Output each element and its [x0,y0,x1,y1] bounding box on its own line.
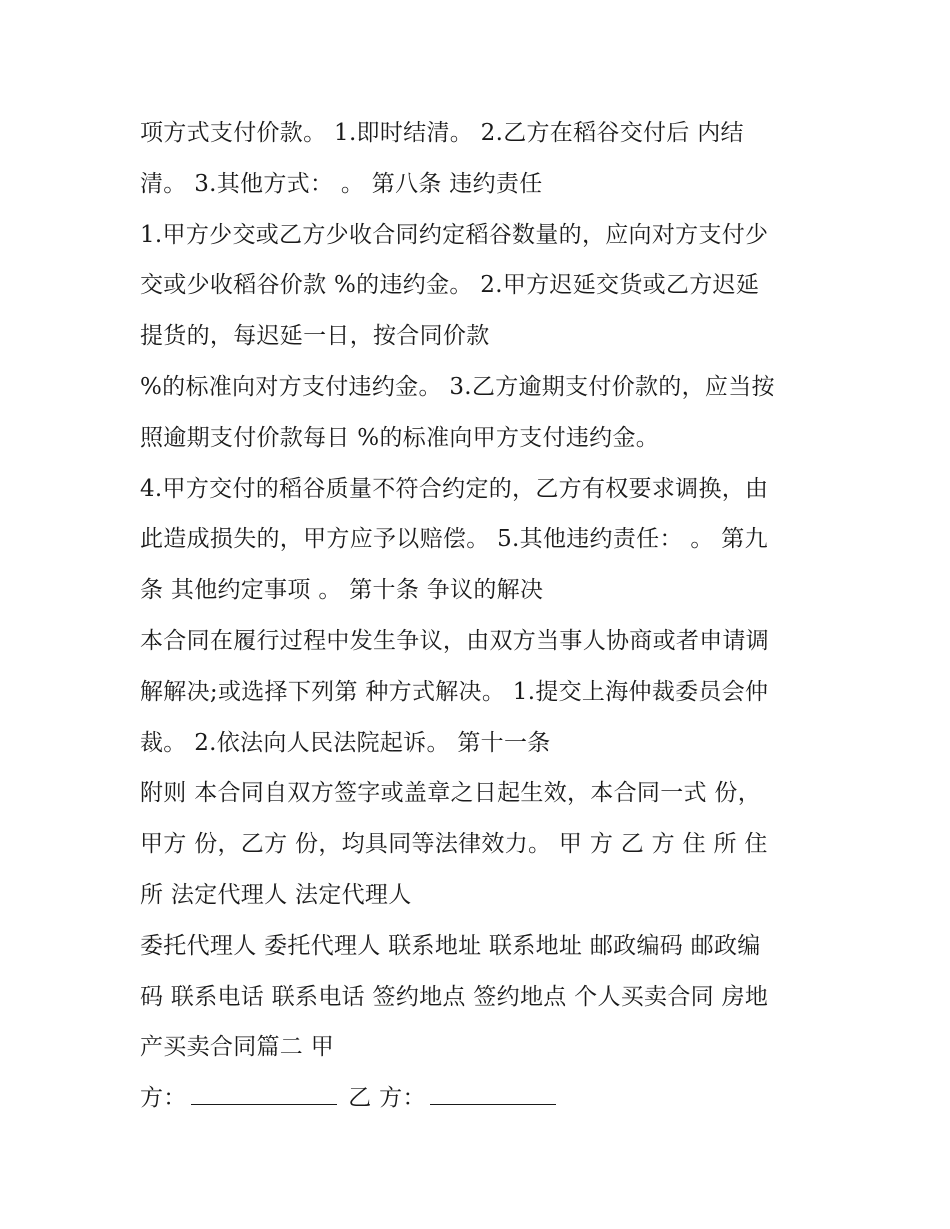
party-a-blank [191,1074,337,1105]
text-line-13: 裁。 2.依法向人民法院起诉。 第十一条 [140,729,551,756]
party-b-label: 乙 方： [348,1085,426,1112]
text-line-4: 交或少收稻谷价款 %的违约金。 2.甲方迟延交货或乙方迟延 [140,272,760,299]
party-b-blank [430,1074,556,1105]
text-line-15: 甲方 份，乙方 份，均具同等法律效力。 甲 方 乙 方 住 所 住 [140,831,768,858]
text-line-18: 码 联系电话 联系电话 签约地点 签约地点 个人买卖合同 房地 [140,983,769,1010]
text-line-2: 清。 3.其他方式： 。 第八条 违约责任 [140,170,543,197]
contract-text [140,108,830,1124]
text-line-9: 此造成损失的，甲方应予以赔偿。 5.其他违约责任： 。 第九 [140,526,768,553]
text-line-1: 项方式支付价款。 1.即时结清。 2.乙方在稻谷交付后 内结 [140,120,744,146]
signature-line [140,1073,830,1124]
text-line-10: 条 其他约定事项 。 第十条 争议的解决 [140,577,544,604]
text-line-7: 照逾期支付价款每日 %的标准向甲方支付违约金。 [140,424,660,451]
text-line-8: 4.甲方交付的稻谷质量不符合约定的，乙方有权要求调换，由 [140,475,769,502]
party-a-label: 方： [140,1085,187,1112]
text-line-16: 所 法定代理人 法定代理人 [140,881,412,908]
text-line-19: 产买卖合同篇二 甲 [140,1034,335,1061]
text-line-11: 本合同在履行过程中发生争议，由双方当事人协商或者申请调 [140,627,770,654]
text-line-3: 1.甲方少交或乙方少收合同约定稻谷数量的，应向对方支付少 [140,221,769,248]
text-line-17: 委托代理人 委托代理人 联系地址 联系地址 邮政编码 邮政编 [140,932,761,959]
text-line-14: 附则 本合同自双方签字或盖章之日起生效，本合同一式 份， [140,780,762,807]
text-line-6: %的标准向对方支付违约金。 3.乙方逾期支付价款的，应当按 [140,373,775,400]
text-line-12: 解解决;或选择下列第 种方式解决。 1.提交上海仲裁委员会仲 [140,678,769,705]
text-line-5: 提货的，每迟延一日，按合同价款 [140,323,490,350]
